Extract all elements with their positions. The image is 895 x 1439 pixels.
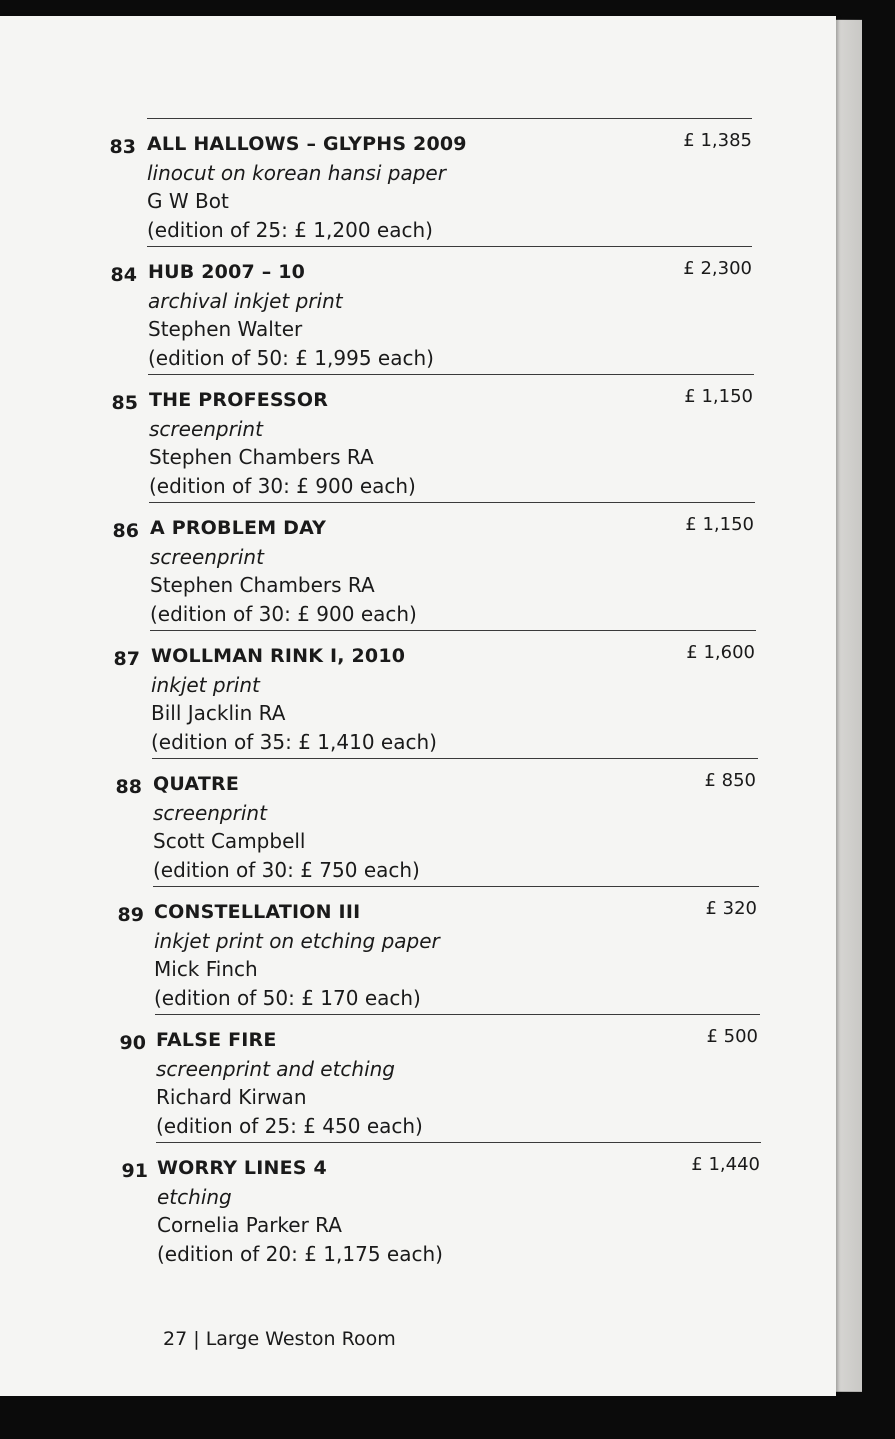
entry-number: 84: [110, 264, 137, 286]
entry-title: WORRY LINES 4: [157, 1157, 327, 1179]
entry-number: 87: [113, 648, 140, 670]
entry-medium: inkjet print on etching paper: [154, 928, 440, 953]
catalogue-entry: [0, 758, 836, 886]
entry-medium: screenprint and etching: [156, 1056, 396, 1081]
entry-edition: (edition of 50: £ 170 each): [154, 985, 421, 1010]
entry-medium: etching: [157, 1184, 232, 1209]
entry-edition: (edition of 30: £ 900 each): [149, 473, 416, 498]
entry-medium: screenprint: [149, 416, 263, 441]
entry-edition: (edition of 30: £ 900 each): [150, 601, 417, 626]
entry-edition: (edition of 50: £ 1,995 each): [148, 345, 434, 370]
entry-edition: (edition of 30: £ 750 each): [153, 857, 420, 882]
entry-price: £ 1,600: [686, 642, 755, 663]
catalogue-entry: [0, 886, 836, 1014]
entry-artist: Scott Campbell: [153, 829, 306, 853]
entry-price: £ 1,150: [684, 386, 753, 407]
entry-rule: [150, 630, 756, 631]
entry-edition: (edition of 25: £ 450 each): [156, 1113, 423, 1138]
entry-text: [151, 642, 437, 756]
entry-number: 85: [111, 392, 138, 414]
entry-rule: [147, 118, 752, 119]
entry-artist: G W Bot: [147, 189, 229, 213]
entry-rule: [148, 374, 754, 375]
entry-number: 83: [109, 136, 136, 158]
catalogue-page: [0, 16, 836, 1396]
entry-text: [157, 1154, 443, 1268]
catalogue-entry: [0, 502, 836, 630]
catalogue-entry: [0, 1014, 836, 1142]
entry-text: [153, 770, 420, 884]
entry-medium: screenprint: [150, 544, 264, 569]
entry-rule: [152, 758, 758, 759]
entry-artist: Stephen Walter: [148, 317, 303, 341]
entry-text: [147, 130, 467, 244]
entry-medium: screenprint: [153, 800, 267, 825]
entry-text: [150, 514, 417, 628]
entry-edition: (edition of 35: £ 1,410 each): [151, 729, 437, 754]
entry-artist: Bill Jacklin RA: [151, 701, 286, 725]
entry-rule: [156, 1142, 761, 1143]
entry-artist: Cornelia Parker RA: [157, 1213, 342, 1237]
entry-title: WOLLMAN RINK I, 2010: [151, 645, 406, 667]
entry-price: £ 1,440: [691, 1154, 760, 1175]
entry-rule: [147, 246, 752, 247]
entry-artist: Mick Finch: [154, 957, 258, 981]
entry-number: 86: [112, 520, 139, 542]
catalogue-entry: [0, 1142, 836, 1270]
footer-separator: |: [193, 1328, 200, 1350]
entry-medium: linocut on korean hansi paper: [147, 160, 446, 185]
entry-title: HUB 2007 – 10: [148, 261, 306, 283]
entry-number: 90: [119, 1032, 146, 1054]
entry-edition: (edition of 20: £ 1,175 each): [157, 1241, 443, 1266]
catalogue-entry: [0, 118, 836, 246]
entry-text: [148, 258, 434, 372]
entry-text: [156, 1026, 423, 1140]
entry-artist: Stephen Chambers RA: [149, 445, 374, 469]
entry-price: £ 850: [704, 770, 756, 791]
entry-number: 89: [117, 904, 144, 926]
entry-title: QUATRE: [153, 773, 239, 795]
entry-title: THE PROFESSOR: [149, 389, 329, 411]
entry-text: [154, 898, 440, 1012]
entry-title: A PROBLEM DAY: [150, 517, 327, 539]
entry-rule: [149, 502, 755, 503]
entry-price: £ 1,150: [685, 514, 754, 535]
room-name: Large Weston Room: [205, 1328, 396, 1350]
entry-price: £ 320: [705, 898, 757, 919]
entry-price: £ 500: [706, 1026, 758, 1047]
entry-medium: inkjet print: [151, 672, 260, 697]
catalogue-entry: [0, 246, 836, 374]
entry-title: ALL HALLOWS – GLYPHS 2009: [147, 133, 467, 155]
entry-rule: [153, 886, 759, 887]
catalogue-entry: [0, 374, 836, 502]
entry-number: 91: [121, 1160, 148, 1182]
entry-rule: [155, 1014, 760, 1015]
entry-title: CONSTELLATION III: [154, 901, 361, 923]
entry-price: £ 1,385: [683, 130, 752, 151]
catalogue-entry: [0, 630, 836, 758]
entry-artist: Richard Kirwan: [156, 1085, 307, 1109]
entry-title: FALSE FIRE: [156, 1029, 277, 1051]
entry-edition: (edition of 25: £ 1,200 each): [147, 217, 433, 242]
entry-text: [149, 386, 416, 500]
entry-artist: Stephen Chambers RA: [150, 573, 375, 597]
page-number: 27: [163, 1328, 188, 1350]
entry-price: £ 2,300: [683, 258, 752, 279]
entry-number: 88: [115, 776, 142, 798]
page-footer: [163, 1328, 396, 1350]
entry-medium: archival inkjet print: [148, 288, 343, 313]
